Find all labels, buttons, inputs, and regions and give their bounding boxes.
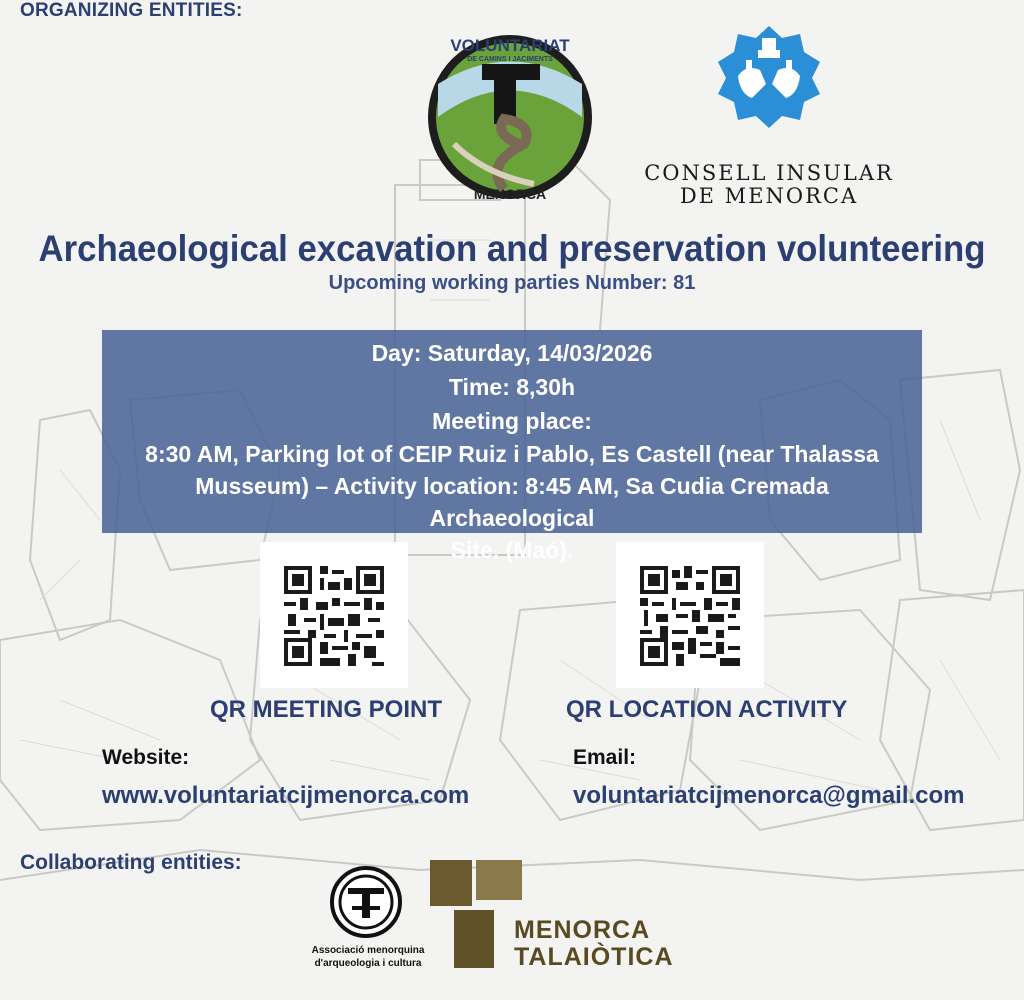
associacio-line2: d'arqueologia i cultura [314, 958, 422, 969]
consell-line1: CONSELL INSULAR [644, 161, 894, 185]
event-details-line1: 8:30 AM, Parking lot of CEIP Ruiz i Pablo, Es Castell (near Thalassa [145, 441, 879, 467]
event-day: Day: Saturday, 14/03/2026 [371, 340, 653, 366]
website-label: Website: [102, 746, 190, 769]
qr-code-icon [284, 566, 384, 666]
associacio-emblem-icon [330, 866, 402, 938]
email-link[interactable]: voluntariatcijmenorca@gmail.com [573, 782, 965, 809]
collaborating-entities-label: Collaborating entities: [20, 851, 242, 874]
event-time: Time: 8,30h [448, 374, 576, 400]
website-link[interactable]: www.voluntariatcijmenorca.com [102, 782, 470, 809]
voluntariat-logo [424, 24, 596, 210]
page-subtitle: Upcoming working parties Number: 81 [328, 272, 696, 294]
associacio-line1: Associació menorquina [311, 945, 425, 956]
consell-line2: DE MENORCA [679, 184, 859, 208]
email-label: Email: [573, 746, 637, 769]
event-meeting-label: Meeting place: [432, 408, 592, 434]
talaiotica-emblem-icon [430, 860, 524, 968]
organizing-entities-label: ORGANIZING ENTITIES: [20, 0, 243, 21]
menorca-talaiotica-logo [430, 860, 680, 970]
voluntariat-logo-subtitle: DE CAMINS I JACIMENTS [467, 56, 553, 63]
consell-emblem-icon [716, 24, 822, 130]
qr-code-icon [640, 566, 740, 666]
talaiotica-line2: TALAIÒTICA [514, 943, 674, 971]
qr-location-activity-label: QR LOCATION ACTIVITY [566, 696, 848, 723]
voluntariat-logo-title: VOLUNTARIAT [450, 36, 570, 55]
event-info-box [102, 330, 922, 563]
qr-location-activity[interactable] [616, 542, 764, 688]
associacio-logo [306, 866, 430, 976]
talaiotica-line1: MENORCA [514, 916, 651, 944]
qr-meeting-point-label: QR MEETING POINT [210, 696, 443, 723]
consell-insular-logo [636, 24, 902, 209]
qr-meeting-point[interactable] [260, 542, 408, 688]
event-details-line3: Site. (Maó). [450, 537, 574, 563]
event-details-line2: Musseum) – Activity location: 8:45 AM, Sa Cudia Cremada Archaeological [195, 473, 829, 531]
page-title: Archaeological excavation and preservation volunteering [38, 228, 986, 269]
voluntariat-logo-bottom: MENORCA [473, 186, 547, 202]
